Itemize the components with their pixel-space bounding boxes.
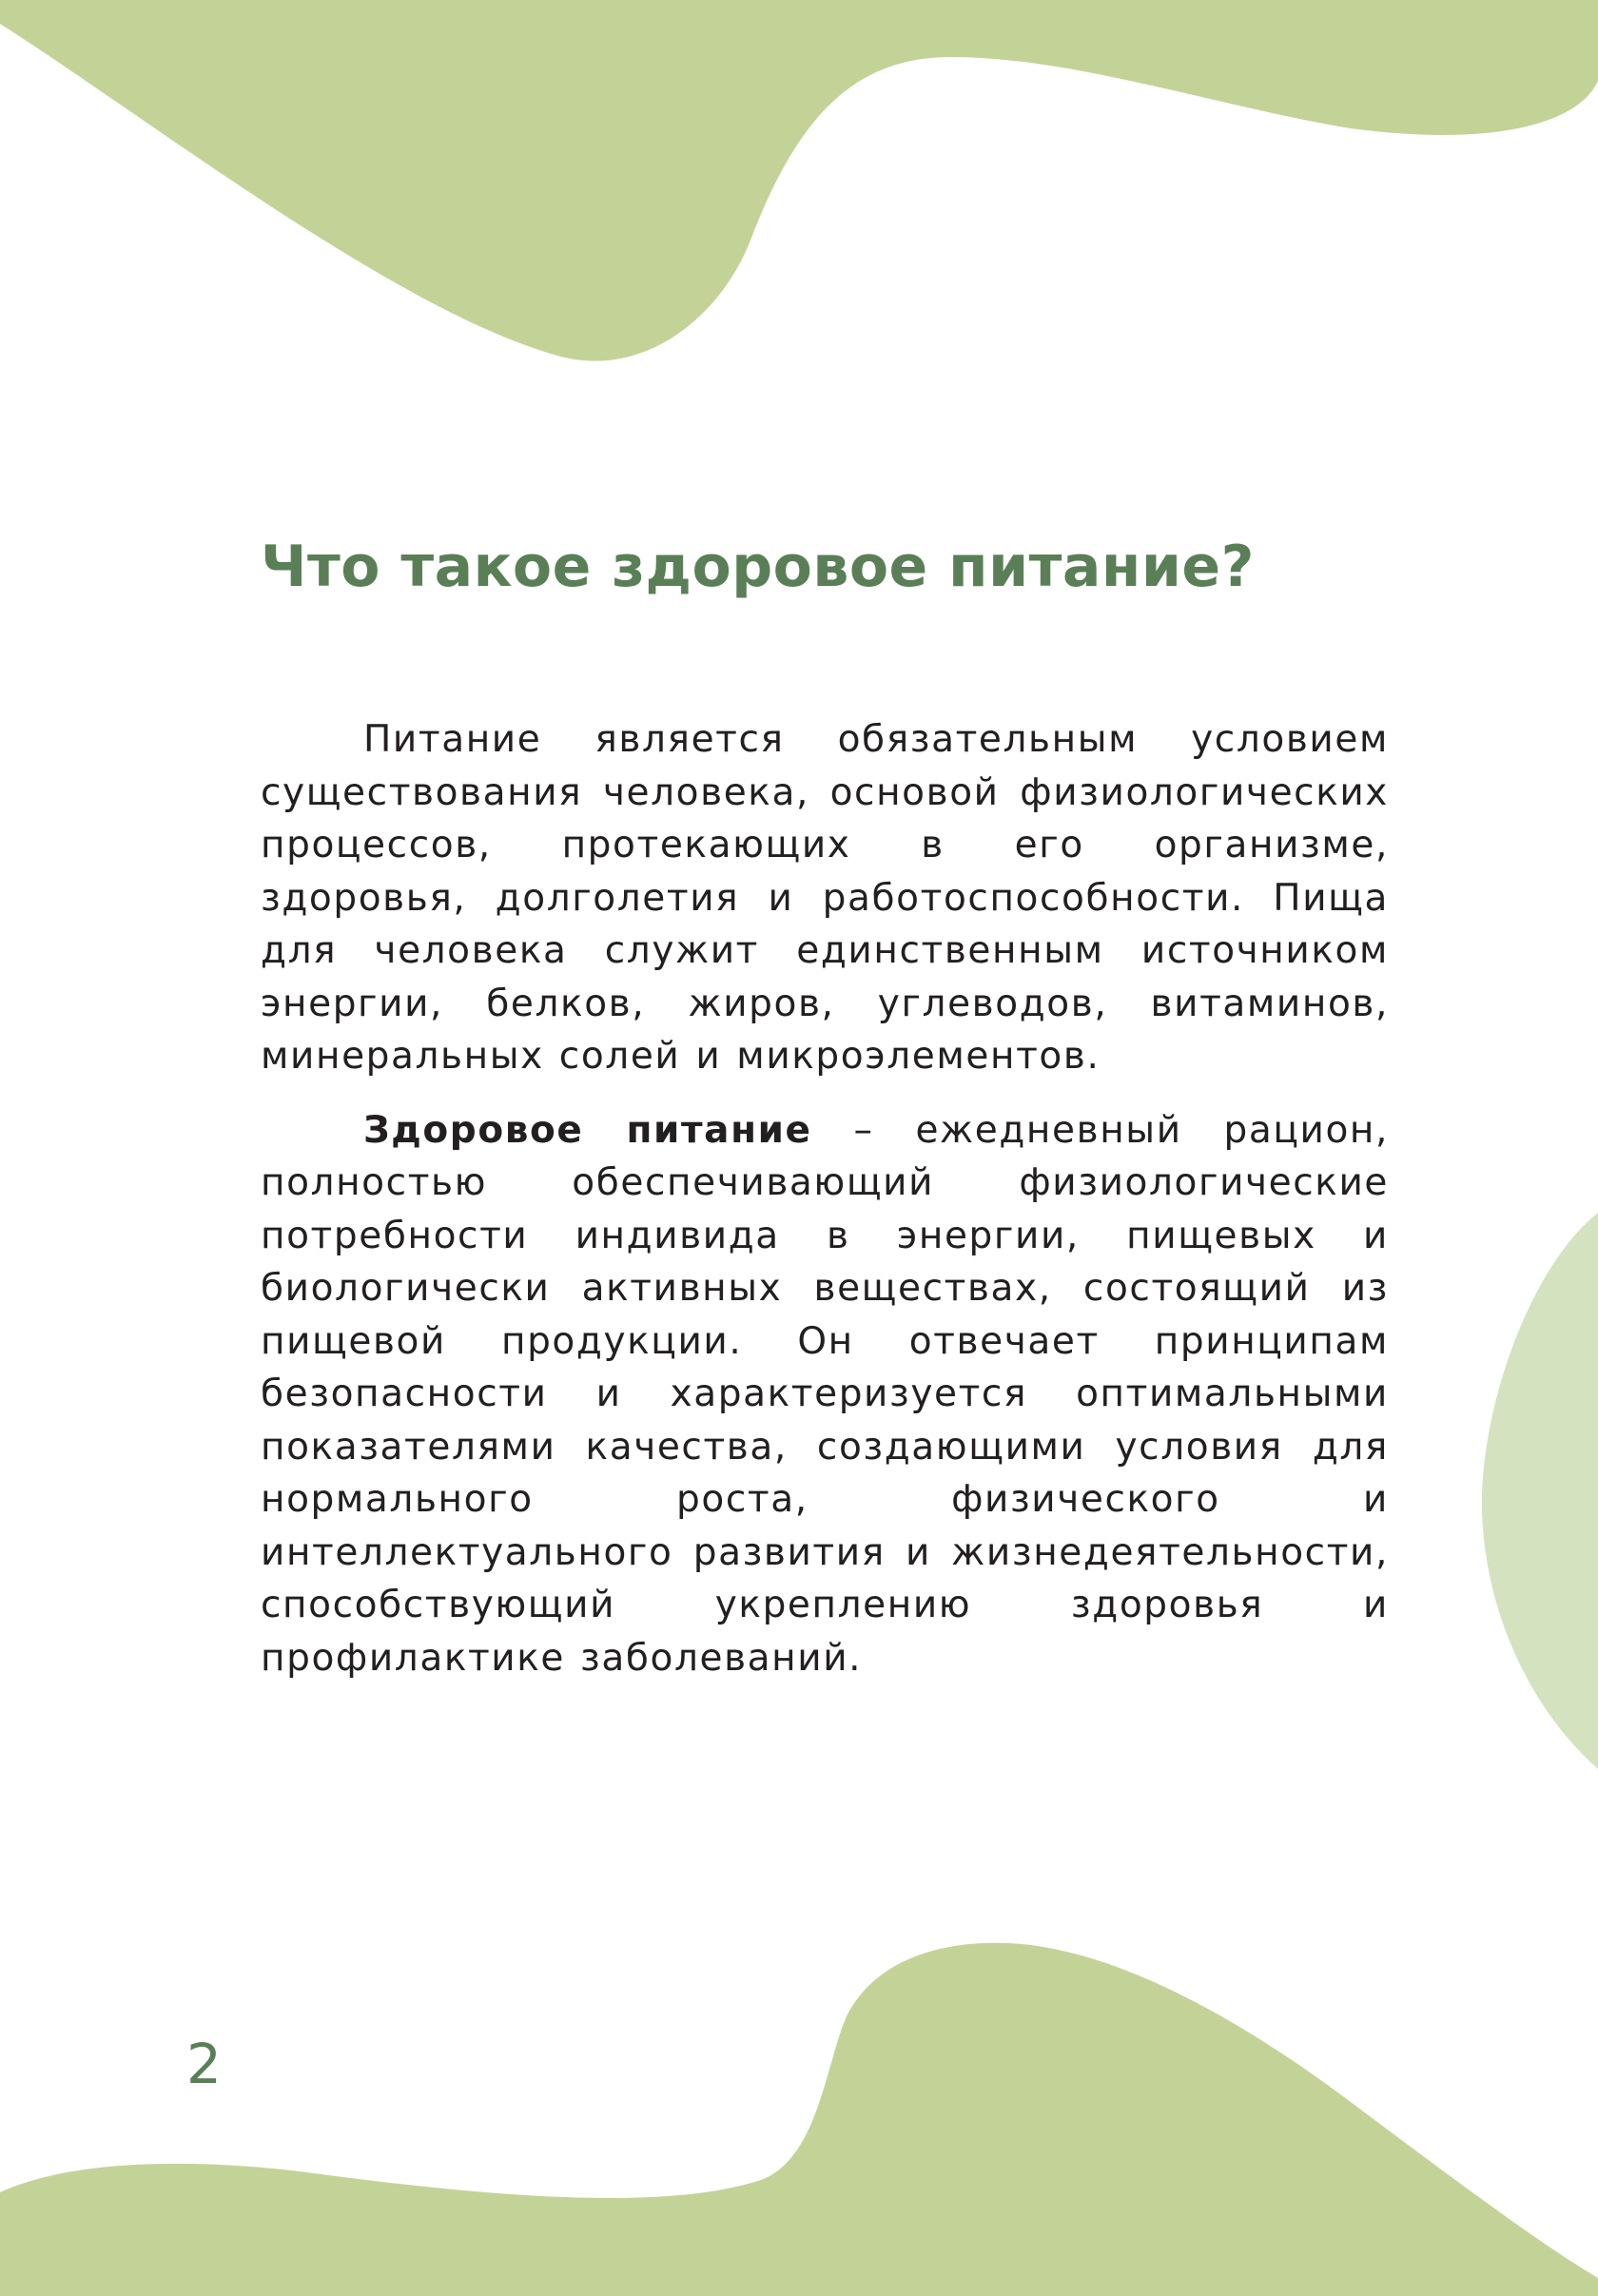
paragraph-healthy-nutrition bbox=[261, 1104, 1389, 1685]
key-term: Здоровое питание bbox=[363, 1108, 812, 1152]
bottom-wave-shape bbox=[0, 1943, 1598, 2296]
paragraph-nutrition-definition bbox=[261, 713, 1389, 1083]
body-text bbox=[261, 713, 1389, 1684]
paragraph-text: – ежедневный рацион, полностью обеспечивающий физиологические потребности индивида в энергии, пищевых и биологически активных веществах, состоящий из пищевой продукции. Он отвечает принципам безопасности и характеризуется оптимальными показателями качества, создающими условия для нормального роста, физического и интеллектуального развития и жизнедеятельности, способствующий укреплению здоровья и профилактике заболеваний. bbox=[261, 1108, 1390, 1680]
right-blob-shape bbox=[1482, 1213, 1598, 1769]
page-content bbox=[261, 533, 1389, 1705]
top-wave-shape bbox=[0, 0, 1598, 361]
page-title: Что такое здоровое питание? bbox=[261, 534, 1255, 600]
paragraph-text: Питание является обязательным условием существования человека, основой физиологических процессов, протекающих в его организме, здоровья, долголетия и работоспособности. Пища для человека служит единственным источником энергии, белков, жиров, углеводов, витаминов, минеральных солей и микроэлементов. bbox=[261, 718, 1389, 1078]
page-number: 2 bbox=[186, 2032, 222, 2096]
